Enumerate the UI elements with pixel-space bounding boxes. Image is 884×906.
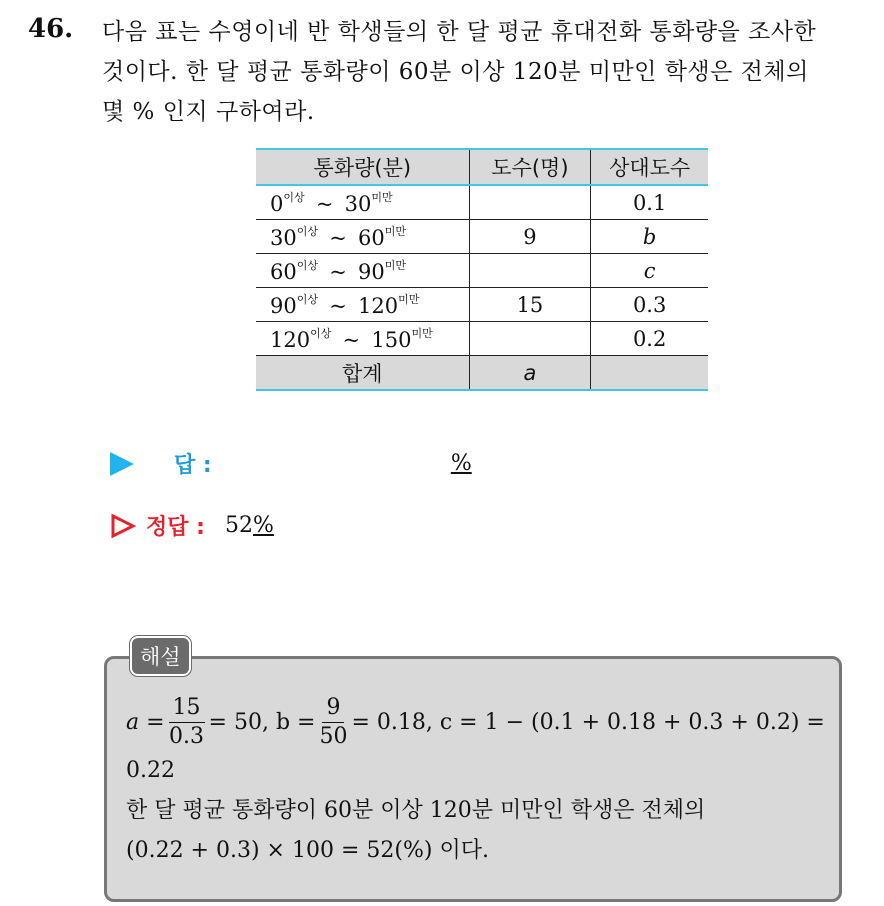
eq-a-lhs: a = xyxy=(126,709,165,735)
equation-line xyxy=(126,694,825,751)
below-mark: 미만 xyxy=(371,191,393,204)
above-mark: 이상 xyxy=(310,327,332,340)
interval-to: 120 xyxy=(358,294,399,318)
table-row xyxy=(256,254,708,288)
answer-label: 답 : xyxy=(174,453,212,478)
outline-triangle-icon xyxy=(110,513,136,539)
fraction-b-numerator: 9 xyxy=(322,694,344,723)
interval-from: 0 xyxy=(270,192,284,216)
frequency-table xyxy=(256,148,708,391)
header-relative-frequency: 상대도수 xyxy=(591,149,708,185)
relative-frequency-cell: c xyxy=(591,254,708,288)
interval-from: 120 xyxy=(270,328,311,352)
class-interval xyxy=(256,288,469,322)
fraction-a-numerator: 15 xyxy=(169,694,205,723)
relative-frequency-cell: 0.2 xyxy=(591,322,708,356)
question-line: 몇 % 인지 구하여라. xyxy=(102,99,315,125)
header-frequency: 도수(명) xyxy=(469,149,591,185)
explanation-sentence: 한 달 평균 통화량이 60분 이상 120분 미만인 학생은 전체의 xyxy=(126,798,706,823)
question-line: 것이다. 한 달 평균 통화량이 60분 이상 120분 미만인 학생은 전체의 xyxy=(102,59,809,85)
fraction-a-denominator: 0.3 xyxy=(169,724,205,749)
total-count: a xyxy=(469,356,591,391)
frequency-cell: 15 xyxy=(469,288,591,322)
correct-label: 정답 : xyxy=(146,515,205,540)
fraction-b xyxy=(319,694,347,751)
tilde: ~ xyxy=(315,192,334,216)
question-line: 다음 표는 수영이네 반 학생들의 한 달 평균 휴대전화 통화량을 조사한 xyxy=(102,19,817,45)
tilde: ~ xyxy=(342,328,361,352)
fraction-a xyxy=(169,694,205,751)
explanation-body xyxy=(126,694,825,871)
eq-a-rest: = 50, b = xyxy=(208,709,316,735)
below-mark: 미만 xyxy=(398,293,420,306)
relative-frequency-cell: 0.1 xyxy=(591,185,708,220)
class-interval xyxy=(256,254,469,288)
table-row xyxy=(256,288,708,322)
correct-value xyxy=(225,513,274,538)
correct-unit: % xyxy=(252,513,274,538)
table-row xyxy=(256,220,708,254)
correct-number: 52 xyxy=(224,513,253,538)
below-mark: 미만 xyxy=(384,225,406,238)
frequency-cell xyxy=(469,254,591,288)
filled-triangle-icon xyxy=(110,452,134,476)
c-value: 0.22 xyxy=(126,758,175,783)
above-mark: 이상 xyxy=(296,225,318,238)
table-row xyxy=(256,185,708,220)
tilde: ~ xyxy=(329,260,347,284)
interval-from: 90 xyxy=(270,294,297,318)
frequency-cell: 9 xyxy=(469,220,591,254)
interval-to: 150 xyxy=(371,328,412,352)
interval-to: 30 xyxy=(344,192,372,216)
question-number: 46. xyxy=(28,14,74,44)
interval-to: 60 xyxy=(358,226,385,250)
explanation-result: (0.22 + 0.3) × 100 = 52(%) 이다. xyxy=(126,838,489,863)
relative-frequency-cell: 0.3 xyxy=(591,288,708,322)
fraction-b-denominator: 50 xyxy=(319,724,348,749)
above-mark: 이상 xyxy=(296,293,318,306)
eq-b-rest: = 0.18, c = 1 − (0.1 + 0.18 + 0.3 + 0.2) = xyxy=(351,709,825,735)
class-interval xyxy=(256,185,469,220)
answer-blank[interactable]: % xyxy=(450,451,472,476)
class-interval xyxy=(256,220,469,254)
explanation-tab: 해설 xyxy=(130,636,191,676)
frequency-cell xyxy=(469,185,591,220)
above-mark: 이상 xyxy=(296,259,318,272)
frequency-cell xyxy=(469,322,591,356)
interval-from: 60 xyxy=(270,260,297,284)
question-text xyxy=(102,12,862,132)
total-relative xyxy=(591,356,708,391)
correct-answer-row xyxy=(110,510,274,541)
below-mark: 미만 xyxy=(411,327,433,340)
class-interval xyxy=(256,322,469,356)
tilde: ~ xyxy=(329,294,347,318)
interval-to: 90 xyxy=(358,260,385,284)
total-row xyxy=(256,356,708,391)
answer-row xyxy=(110,448,472,479)
below-mark: 미만 xyxy=(384,259,406,272)
above-mark: 이상 xyxy=(283,191,305,204)
header-call-volume: 통화량(분) xyxy=(256,149,469,185)
interval-from: 30 xyxy=(270,226,297,250)
total-label: 합계 xyxy=(256,356,469,391)
tilde: ~ xyxy=(329,226,347,250)
relative-frequency-cell: b xyxy=(591,220,708,254)
table-row xyxy=(256,322,708,356)
